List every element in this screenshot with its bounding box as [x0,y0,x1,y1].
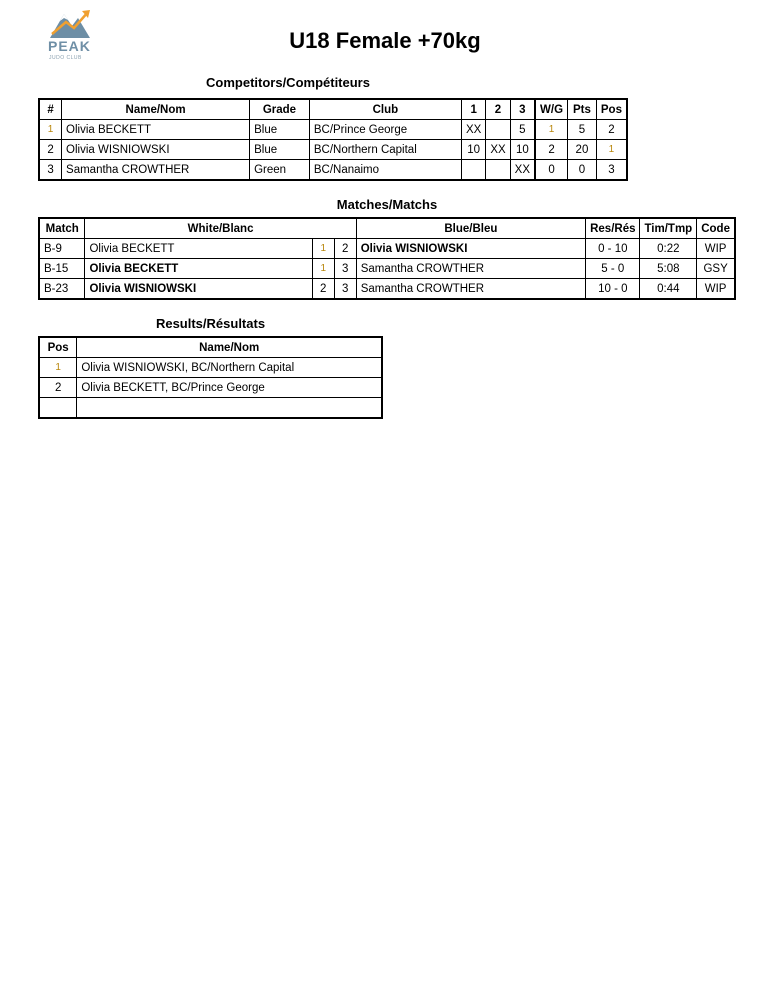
competitor-score-1 [461,160,485,181]
results-table [38,336,383,419]
competitor-name: Olivia BECKETT [62,120,250,140]
competitor-points: 0 [568,160,597,181]
competitor-score-3: XX [510,160,535,181]
result-name: Olivia WISNIOWSKI, BC/Northern Capital [77,358,382,378]
col-header-match-3: 3 [510,99,535,120]
match-code: WIP [697,279,735,300]
result-position: 2 [39,378,77,398]
logo-subtext: JUDO CLUB [49,55,82,61]
result-name: Olivia BECKETT, BC/Prince George [77,378,382,398]
white-competitor: Olivia BECKETT [85,259,312,279]
result-row [39,378,382,398]
match-time: 0:44 [640,279,697,300]
match-result: 5 - 0 [586,259,640,279]
col-header-wg: W/G [535,99,568,120]
competitor-club: BC/Nanaimo [309,160,461,181]
col-header-match: Match [39,218,85,239]
col-header-blue: Blue/Bleu [356,218,585,239]
white-competitor: Olivia WISNIOWSKI [85,279,312,300]
result-name [77,398,382,419]
result-row [39,358,382,378]
result-row [39,398,382,419]
competitor-row [39,120,627,140]
competitor-club: BC/Northern Capital [309,140,461,160]
col-header-pts: Pts [568,99,597,120]
matches-header-row [39,218,735,239]
competitor-grade: Blue [250,140,310,160]
match-time: 0:22 [640,239,697,259]
col-header-match-2: 2 [486,99,510,120]
blue-number: 3 [334,279,356,300]
col-header-pos: Pos [596,99,627,120]
competitor-number: 3 [39,160,62,181]
competitor-score-1: XX [461,120,485,140]
competitors-header-row [39,99,627,120]
competitor-score-2: XX [486,140,510,160]
match-id: B-9 [39,239,85,259]
match-result: 0 - 10 [586,239,640,259]
matches-table [38,217,736,300]
results-heading: Results/Résultats [155,316,266,331]
match-row [39,279,735,300]
competitor-position: 1 [596,140,627,160]
competitor-grade: Green [250,160,310,181]
competitor-score-2 [486,120,510,140]
competitor-wins: 0 [535,160,568,181]
blue-competitor: Olivia WISNIOWSKI [356,239,585,259]
match-id: B-23 [39,279,85,300]
logo-text: PEAK [48,38,91,54]
competitor-points: 5 [568,120,597,140]
competitor-score-3: 10 [510,140,535,160]
col-header-num: # [39,99,62,120]
match-time: 5:08 [640,259,697,279]
white-number: 1 [312,259,334,279]
competitor-wins: 2 [535,140,568,160]
col-header-name: Name/Nom [62,99,250,120]
col-header-result-name: Name/Nom [77,337,382,358]
blue-number: 3 [334,259,356,279]
col-header-club: Club [309,99,461,120]
result-position [39,398,77,419]
col-header-result: Res/Rés [586,218,640,239]
match-result: 10 - 0 [586,279,640,300]
results-header-row [39,337,382,358]
col-header-grade: Grade [250,99,310,120]
competitor-number: 2 [39,140,62,160]
col-header-code: Code [697,218,735,239]
competitor-name: Olivia WISNIOWSKI [62,140,250,160]
competitor-points: 20 [568,140,597,160]
white-competitor: Olivia BECKETT [85,239,312,259]
competitor-club: BC/Prince George [309,120,461,140]
match-row [39,259,735,279]
col-header-match-1: 1 [461,99,485,120]
blue-competitor: Samantha CROWTHER [356,259,585,279]
competitors-table [38,98,628,181]
blue-competitor: Samantha CROWTHER [356,279,585,300]
competitor-score-3: 5 [510,120,535,140]
competitor-row [39,160,627,181]
matches-heading: Matches/Matchs [336,197,438,212]
match-id: B-15 [39,259,85,279]
competitor-name: Samantha CROWTHER [62,160,250,181]
competitors-heading: Competitors/Compétiteurs [206,75,370,90]
competitor-score-1: 10 [461,140,485,160]
white-number: 2 [312,279,334,300]
competitor-row [39,140,627,160]
match-code: GSY [697,259,735,279]
white-number: 1 [312,239,334,259]
result-position: 1 [39,358,77,378]
competitor-position: 3 [596,160,627,181]
page-title: U18 Female +70kg [289,28,481,53]
competitor-position: 2 [596,120,627,140]
competitor-score-2 [486,160,510,181]
competitor-number: 1 [39,120,62,140]
competitor-wins: 1 [535,120,568,140]
col-header-result-pos: Pos [39,337,77,358]
match-row [39,239,735,259]
match-code: WIP [697,239,735,259]
competitor-grade: Blue [250,120,310,140]
col-header-white: White/Blanc [85,218,356,239]
col-header-time: Tim/Tmp [640,218,697,239]
blue-number: 2 [334,239,356,259]
